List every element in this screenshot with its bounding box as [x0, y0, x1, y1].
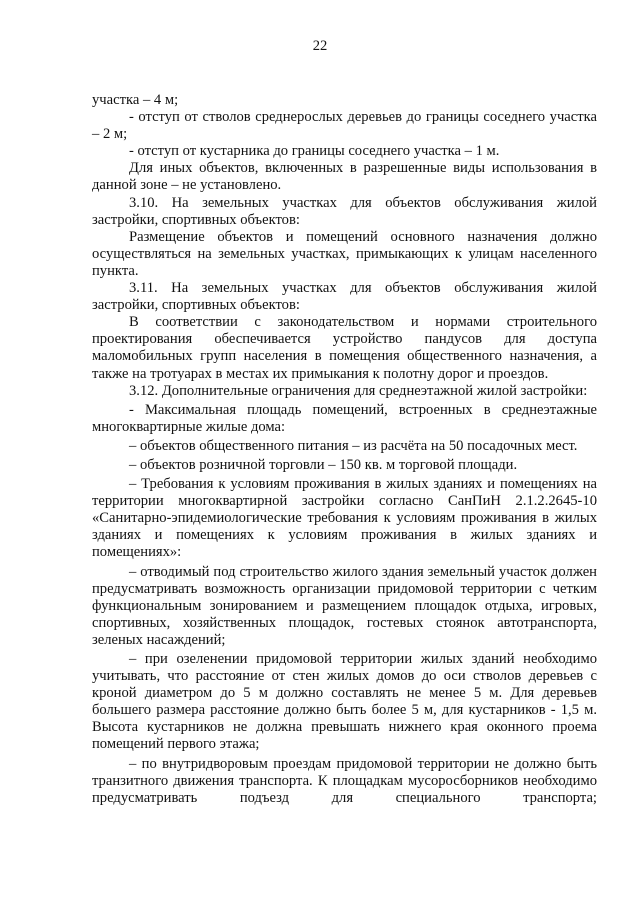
document-body — [92, 92, 597, 807]
paragraph-1: участка – 4 м; — [92, 92, 179, 108]
paragraph-10: - Максимальная площадь помещений, встроенных в среднеэтажные многоквартирные жилые дома: — [92, 401, 597, 435]
paragraph-12: – объектов розничной торговли – 150 кв. м торговой площади. — [129, 456, 518, 473]
paragraph-4: Для иных объектов, включенных в разрешенные виды использования в данной зоне – не установлено. — [92, 160, 597, 194]
paragraph-9: 3.12. Дополнительные ограничения для среднеэтажной жилой застройки: — [129, 382, 588, 399]
paragraph-2: - отступ от стволов среднерослых деревьев до границы соседнего участка – 2 м; — [92, 109, 597, 143]
paragraph-11: – объектов общественного питания – из расчёта на 50 посадочных мест. — [129, 437, 578, 454]
paragraph-13: – Требования к условиям проживания в жилых зданиях и помещениях на территории многоквартирной застройки согласно СанПиН 2.1.2.2645-10 «Санитарно-эпидемиологические требования к условиям проживания в жилых зданиях и помещениях к условиям проживания в жилых зданиях и помещениях»: — [92, 476, 597, 561]
paragraph-16: – по внутридворовым проездам придомовой территории не должно быть транзитного движения транспорта. К площадкам мусоросборников необходимо предусматривать подъезд для специального транспорта; — [92, 755, 597, 806]
paragraph-15: – при озеленении придомовой территории жилых зданий необходимо учитывать, что расстояние от стен жилых домов до оси стволов деревьев с кроной диаметром до 5 м должно составлять не менее 5 м. Для деревьев большего размера расстояние должно быть более 5 м, для кустарников - 1,5 м. Высота кустарников не должна превышать нижнего края оконного проема помещений первого этажа; — [92, 651, 597, 753]
paragraph-5: 3.10. На земельных участках для объектов обслуживания жилой застройки, спортивных объектов: — [92, 194, 597, 228]
paragraph-6: Размещение объектов и помещений основного назначения должно осуществляться на земельных участках, примыкающих к улицам населенного пункта. — [92, 228, 597, 279]
paragraph-14: – отводимый под строительство жилого здания земельный участок должен предусматривать возможность организации придомовой территории с четким функциональным зонированием и размещением площадок отдыха, игровых, спортивных, хозяйственных площадок, гостевых стоянок автотранспорта, зеленых насаждений; — [92, 563, 597, 648]
page-number: 22 — [312, 38, 328, 54]
paragraph-7: 3.11. На земельных участках для объектов обслуживания жилой застройки, спортивных объектов: — [92, 280, 597, 314]
paragraph-3: - отступ от кустарника до границы соседнего участка – 1 м. — [129, 143, 500, 160]
paragraph-8: В соответствии с законодательством и нормами строительного проектирования обеспечивается устройство пандусов для доступа маломобильных групп населения в помещения общественного назначения, а также на тротуарах в местах их примыкания к полотну дорог и проездов. — [92, 314, 597, 382]
